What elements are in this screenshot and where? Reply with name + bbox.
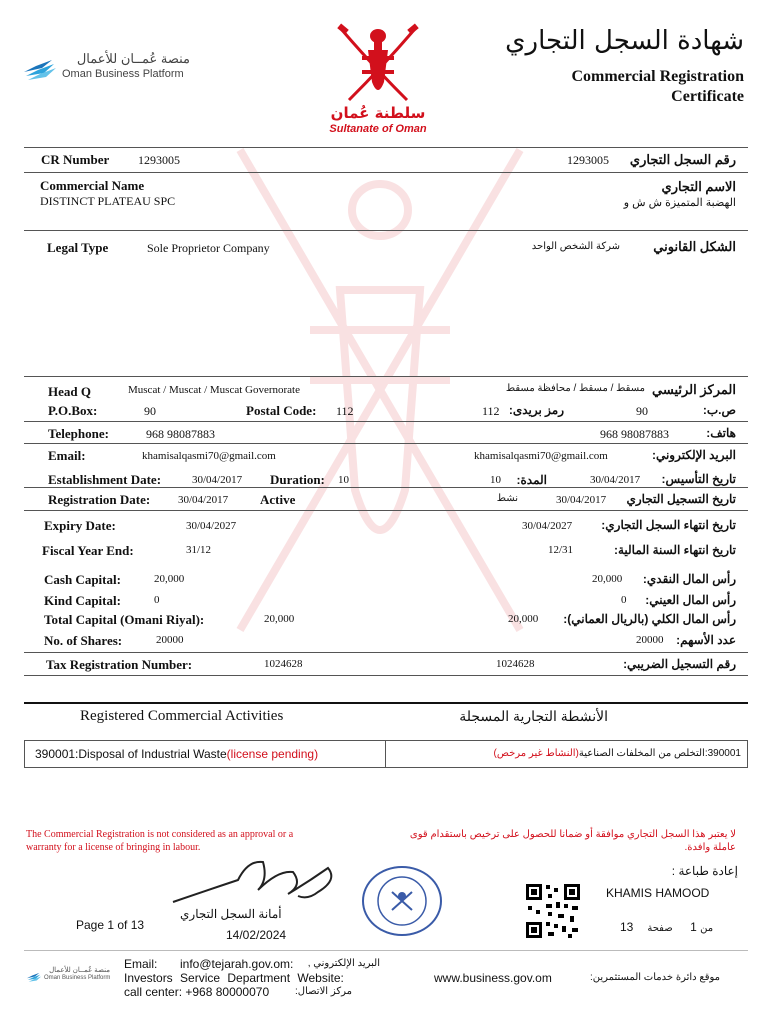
tax-number-value: 1024628 (264, 658, 303, 670)
tax-number-label-ar: رقم التسجيل الضريبي: (623, 657, 736, 671)
activities-title-ar: الأنشطة التجارية المسجلة (459, 708, 608, 724)
telephone-value: 968 98087883 (146, 427, 215, 441)
official-stamp (362, 866, 442, 936)
commercial-name-value: DISTINCT PLATEAU SPC (40, 194, 176, 208)
activity-text-ar: 390001:التخلص من المخلفات الصناعية (578, 748, 741, 759)
telephone-label-ar: هاتف: (706, 426, 736, 440)
head-q-label-ar: المركز الرئيسي (652, 382, 736, 397)
registration-date-value: 30/04/2017 (178, 494, 229, 506)
commercial-name-label: Commercial Name (40, 178, 145, 193)
page-number-en: Page 1 of 13 (76, 918, 145, 932)
expiry-date-value-ar: 30/04/2027 (522, 520, 573, 532)
expiry-date-label: Expiry Date: (44, 518, 116, 533)
certificate-title-en-1: Commercial Registration (571, 68, 744, 85)
platform-name-en: Oman Business Platform (62, 68, 184, 80)
activity-en (35, 747, 318, 761)
fiscal-year-value-ar: 12/31 (548, 544, 574, 556)
cr-number-label-ar: رقم السجل التجاري (629, 152, 736, 167)
establishment-date-value-ar: 30/04/2017 (590, 474, 641, 486)
activity-ar (494, 748, 741, 759)
postal-code-label: Postal Code: (246, 403, 317, 418)
kind-capital-value: 0 (154, 594, 160, 606)
activity-divider (385, 741, 386, 767)
divider-pobox (24, 421, 748, 422)
total-capital-value: 20,000 (264, 613, 295, 625)
activity-status-ar: (النشاط غير مرخص) (493, 748, 579, 759)
note-ar-line1: لا يعتبر هذا السجل التجاري موافقة أو ضمانا للحصول على ترخيص باستقدام قوى (409, 829, 736, 840)
reprinted-by: KHAMIS HAMOOD (606, 886, 710, 900)
divider-top (24, 147, 748, 148)
footer-website-label-ar: موقع دائرة خدمات المستثمرين: (589, 972, 720, 983)
activities-title-en: Registered Commercial Activities (80, 708, 284, 724)
emblem-text-ar: سلطنة عُمان (330, 104, 426, 122)
platform-name-ar: منصة عُمــان للأعمال (76, 51, 190, 66)
telephone-value-ar: 968 98087883 (600, 427, 669, 441)
footer-website-label: Investors Service Department Website: (124, 971, 344, 985)
establishment-date-value: 30/04/2017 (192, 474, 243, 486)
expiry-date-label-ar: تاريخ انتهاء السجل التجاري: (601, 518, 736, 532)
activity-text-en: 390001:Disposal of Industrial Waste (35, 747, 227, 761)
issue-date: 14/02/2024 (226, 928, 287, 942)
po-box-label: P.O.Box: (48, 403, 98, 418)
footer-platform-icon (26, 969, 42, 983)
shares-label-ar: عدد الأسهم: (676, 633, 736, 647)
establishment-date-label: Establishment Date: (48, 472, 162, 487)
footer-email-label: Email: (124, 957, 158, 971)
tax-number-label: Tax Registration Number: (46, 657, 193, 672)
fiscal-year-value: 31/12 (186, 544, 212, 556)
total-capital-label-ar: رأس المال الكلي (بالريال العماني): (563, 612, 736, 626)
head-q-label: Head Q (48, 384, 91, 399)
registration-date-label-ar: تاريخ التسجيل التجاري (626, 492, 736, 506)
page-ar-total: 13 (620, 920, 634, 934)
registration-date-value-ar: 30/04/2017 (556, 494, 607, 506)
activities-divider (24, 702, 748, 704)
footer-divider (24, 950, 748, 951)
activity-row (24, 740, 748, 768)
note-ar-line2: عاملة وافدة. (684, 842, 736, 853)
shares-value-ar: 20000 (636, 634, 664, 646)
footer-callcenter-ar: مركز الاتصال: (295, 986, 352, 997)
footer-email-value[interactable]: info@tejarah.gov.om: (180, 957, 294, 971)
cash-capital-value-ar: 20,000 (592, 573, 623, 585)
divider-tel (24, 443, 748, 444)
cr-number-value: 1293005 (138, 153, 180, 167)
postal-code-value-ar: 112 (482, 404, 500, 418)
shares-label: No. of Shares: (44, 633, 123, 648)
platform-logo (22, 50, 192, 86)
divider-tax (24, 675, 748, 676)
commercial-name-value-ar: الهضبة المتميزة ش ش و (623, 197, 736, 209)
kind-capital-label: Kind Capital: (44, 593, 121, 608)
certificate-title-ar: شهادة السجل التجاري (505, 26, 744, 56)
head-q-value: Muscat / Muscat / Muscat Governorate (128, 384, 300, 396)
divider-est (24, 487, 748, 488)
divider-shares (24, 652, 748, 653)
po-box-label-ar: ص.ب: (702, 403, 736, 417)
cr-number-value-ar: 1293005 (567, 153, 609, 167)
fiscal-year-label-ar: تاريخ انتهاء السنة المالية: (613, 543, 736, 557)
head-q-value-ar: مسقط / مسقط / محافظة مسقط (505, 383, 645, 394)
registration-date-label: Registration Date: (48, 492, 151, 507)
divider-legal (24, 376, 748, 377)
note-en-line1: The Commercial Registration is not considered as an approval or a (26, 829, 294, 840)
shares-value: 20000 (156, 634, 184, 646)
footer-email-label-ar: البريد الإلكتروني , (307, 958, 380, 969)
reprint-label: إعادة طباعة : (671, 864, 738, 878)
oman-emblem (322, 20, 434, 138)
qr-code-icon (524, 882, 582, 940)
page-ar-current: 1 (690, 920, 697, 934)
legal-type-label-ar: الشكل القانوني (653, 239, 736, 254)
postal-code-value: 112 (336, 404, 354, 418)
legal-type-value-ar: شركة الشخص الواحد (531, 241, 620, 252)
certificate-title-en-2: Certificate (671, 88, 744, 105)
cash-capital-value: 20,000 (154, 573, 185, 585)
footer-platform-ar: منصة عُمــان للأعمال (49, 967, 110, 974)
fiscal-year-label: Fiscal Year End: (42, 543, 134, 558)
establishment-date-label-ar: تاريخ التأسيس: (661, 472, 736, 486)
duration-value: 10 (338, 474, 349, 486)
commercial-name-label-ar: الاسم التجاري (661, 179, 736, 194)
activity-status-en: (license pending) (226, 747, 319, 761)
footer-website-value[interactable]: www.business.gov.om (434, 971, 552, 985)
platform-logo-icon (22, 52, 58, 82)
emblem-text-en: Sultanate of Oman (329, 123, 427, 135)
footer-platform-logo (26, 966, 116, 986)
tax-number-value-ar: 1024628 (496, 658, 535, 670)
footer-platform-en: Oman Business Platform (44, 975, 111, 981)
status-value: Active (260, 492, 296, 507)
po-box-value: 90 (144, 404, 156, 418)
duration-value-ar: 10 (490, 474, 501, 486)
stamp-emblem-icon (364, 868, 440, 934)
email-label-ar: البريد الإلكتروني: (651, 448, 736, 462)
status-value-ar: نشط (496, 493, 518, 504)
email-label: Email: (48, 448, 86, 463)
page-ar-word: صفحة (647, 923, 673, 934)
page-ar-of: من (700, 923, 714, 934)
total-capital-label: Total Capital (Omani Riyal): (44, 612, 205, 627)
footer-callcenter: call center: +968 80000070 (124, 985, 270, 999)
divider-reg (24, 510, 748, 511)
email-value-ar: khamisalqasmi70@gmail.com (474, 450, 608, 462)
kind-capital-label-ar: رأس المال العيني: (645, 593, 736, 607)
khanjar-emblem-icon (322, 20, 434, 115)
expiry-date-value: 30/04/2027 (186, 520, 237, 532)
cash-capital-label: Cash Capital: (44, 572, 121, 587)
telephone-label: Telephone: (48, 426, 109, 441)
signature-title-ar: أمانة السجل التجاري (180, 907, 282, 921)
legal-type-label: Legal Type (47, 240, 109, 255)
note-en-line2: warranty for a license of bringing in labour. (26, 842, 201, 853)
total-capital-value-ar: 20,000 (508, 613, 539, 625)
signature-icon (168, 850, 348, 910)
kind-capital-value-ar: 0 (621, 594, 627, 606)
duration-label-ar: المدة: (516, 473, 547, 487)
postal-code-label-ar: رمز بريدى: (508, 403, 564, 417)
cash-capital-label-ar: رأس المال النقدي: (642, 572, 736, 586)
divider-cr (24, 172, 748, 173)
cr-number-label: CR Number (41, 152, 110, 167)
email-value: khamisalqasmi70@gmail.com (142, 450, 276, 462)
divider-name (24, 230, 748, 231)
po-box-value-ar: 90 (636, 404, 648, 418)
duration-label: Duration: (270, 472, 325, 487)
page-number-ar (620, 920, 713, 934)
legal-type-value: Sole Proprietor Company (147, 241, 270, 255)
